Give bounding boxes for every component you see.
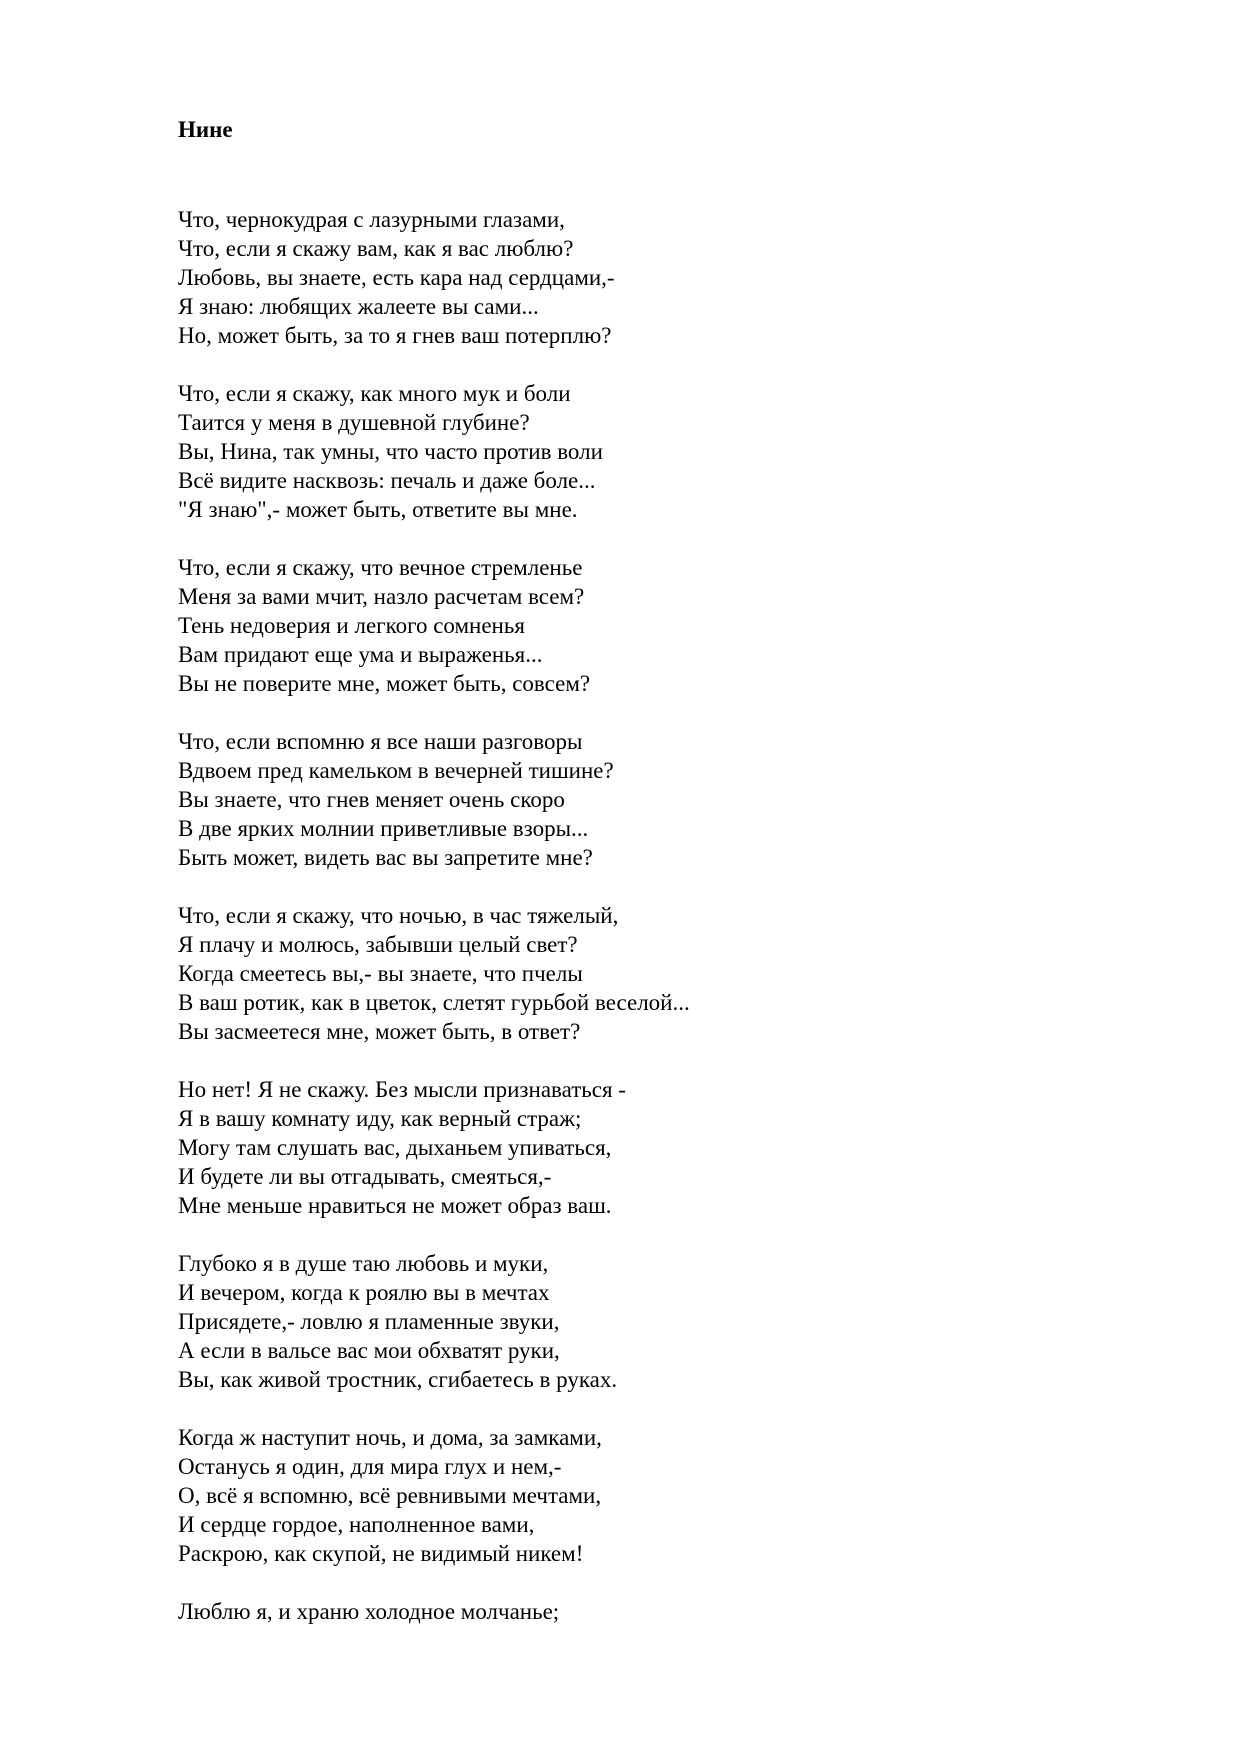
poem-line: И сердце гордое, наполненное вами, — [178, 1512, 535, 1537]
poem-line: Мне меньше нравиться не может образ ваш. — [178, 1193, 612, 1218]
poem-line: Всё видите насквозь: печаль и даже боле... — [178, 468, 596, 493]
poem-line: Когда ж наступит ночь, и дома, за замками, — [178, 1425, 602, 1450]
stanza-4 — [178, 727, 1078, 872]
poem-line: Вы, как живой тростник, сгибаетесь в руках. — [178, 1367, 618, 1392]
poem-line: В две ярких молнии приветливые взоры... — [178, 816, 589, 841]
stanza-9 — [178, 1597, 1078, 1626]
stanza-6 — [178, 1075, 1078, 1220]
poem-line: Любовь, вы знаете, есть кара над сердцами,- — [178, 265, 615, 290]
poem-line: Я знаю: любящих жалеете вы сами... — [178, 294, 539, 319]
poem-line: Быть может, видеть вас вы запретите мне? — [178, 845, 593, 870]
poem-line: И вечером, когда к роялю вы в мечтах — [178, 1280, 550, 1305]
poem-line: Раскрою, как скупой, не видимый никем! — [178, 1541, 584, 1566]
poem-line: И будете ли вы отгадывать, смеяться,- — [178, 1164, 552, 1189]
poem-line: Что, чернокудрая с лазурными глазами, — [178, 207, 565, 232]
poem-line: Вы не поверите мне, может быть, совсем? — [178, 671, 591, 696]
poem-line: Тень недоверия и легкого сомненья — [178, 613, 525, 638]
poem-line: Вдвоем пред камельком в вечерней тишине? — [178, 758, 614, 783]
stanza-5 — [178, 901, 1078, 1046]
poem-line: В ваш ротик, как в цветок, слетят гурьбой веселой... — [178, 990, 690, 1015]
poem-line: Но, может быть, за то я гнев ваш потерплю? — [178, 323, 612, 348]
poem-line: Я в вашу комнату иду, как верный страж; — [178, 1106, 582, 1131]
poem-line: Что, если я скажу, что вечное стремленье — [178, 555, 583, 580]
poem-line: Останусь я один, для мира глух и нем,- — [178, 1454, 562, 1479]
poem-line: Я плачу и молюсь, забывши целый свет? — [178, 932, 578, 957]
poem-line: Что, если я скажу вам, как я вас люблю? — [178, 236, 574, 261]
poem-line: Глубоко я в душе таю любовь и муки, — [178, 1251, 549, 1276]
stanza-7 — [178, 1249, 1078, 1394]
poem-line: Что, если я скажу, как много мук и боли — [178, 381, 571, 406]
poem-line: Меня за вами мчит, назло расчетам всем? — [178, 584, 585, 609]
poem-line: Что, если вспомню я все наши разговоры — [178, 729, 583, 754]
poem-line: Люблю я, и храню холодное молчанье; — [178, 1599, 560, 1624]
stanza-2 — [178, 379, 1078, 524]
stanza-1 — [178, 205, 1078, 350]
stanza-8 — [178, 1423, 1078, 1568]
poem-line: Вам придают еще ума и выраженья... — [178, 642, 543, 667]
poem-line: Вы знаете, что гнев меняет очень скоро — [178, 787, 565, 812]
poem-line: Могу там слушать вас, дыханьем упиваться, — [178, 1135, 612, 1160]
poem-line: Таится у меня в душевной глубине? — [178, 410, 530, 435]
poem-line: Когда смеетесь вы,- вы знаете, что пчелы — [178, 961, 583, 986]
poem-line: "Я знаю",- может быть, ответите вы мне. — [178, 497, 578, 522]
poem-line: Вы засмеетеся мне, может быть, в ответ? — [178, 1019, 581, 1044]
poem-line: Вы, Нина, так умны, что часто против воли — [178, 439, 603, 464]
poem-body — [178, 205, 1078, 1655]
stanza-3 — [178, 553, 1078, 698]
poem-title: Нине — [178, 117, 233, 142]
poem-line: О, всё я вспомню, всё ревнивыми мечтами, — [178, 1483, 602, 1508]
poem-line: Присядете,- ловлю я пламенные звуки, — [178, 1309, 560, 1334]
poem-line: А если в вальсе вас мои обхватят руки, — [178, 1338, 560, 1363]
poem-line: Но нет! Я не скажу. Без мысли признаваться - — [178, 1077, 626, 1102]
poem-line: Что, если я скажу, что ночью, в час тяжелый, — [178, 903, 619, 928]
